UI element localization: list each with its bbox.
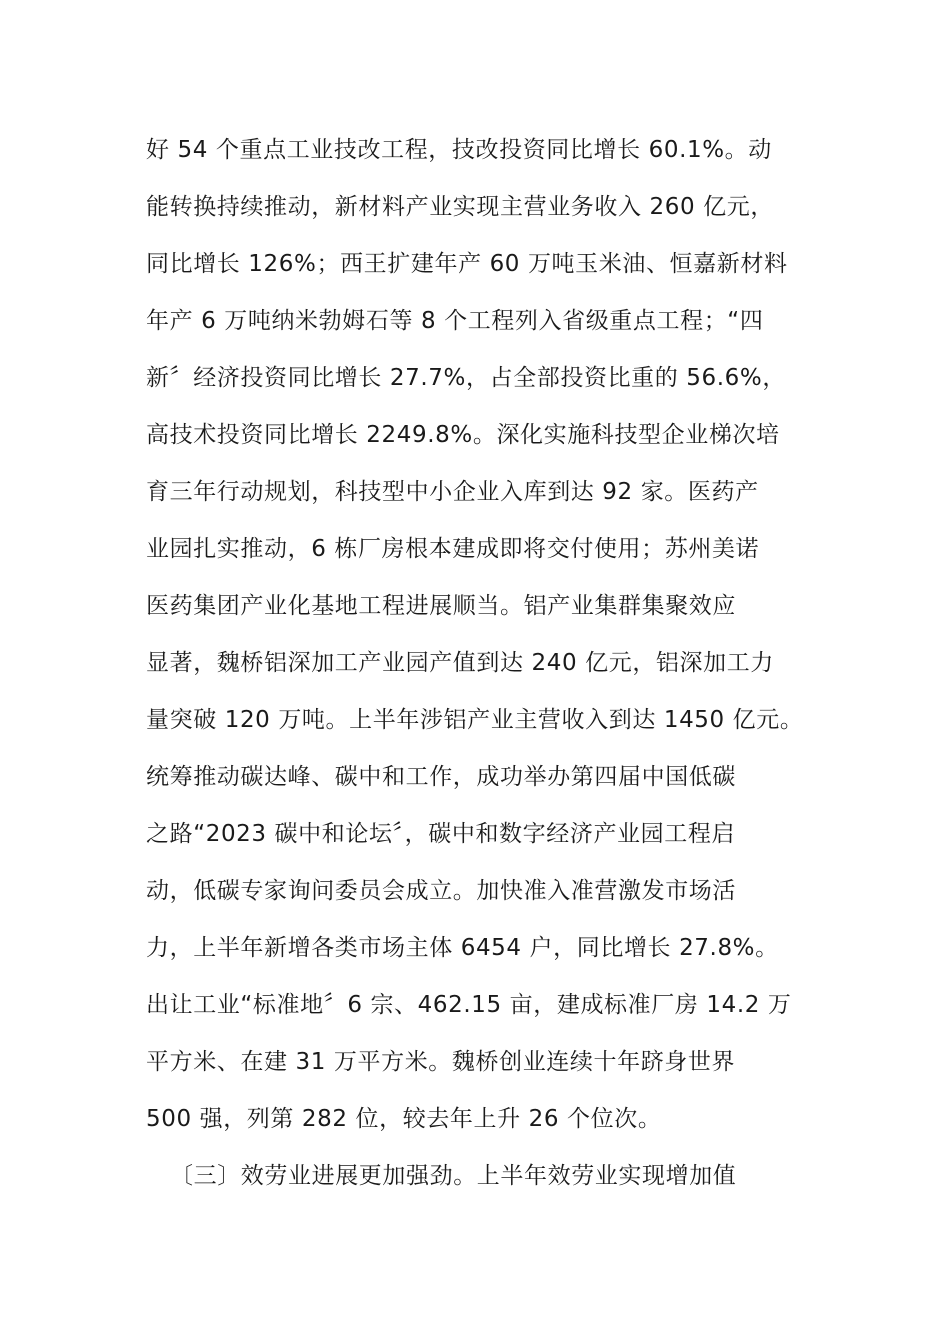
paragraph-line: 高技术投资同比增长 2249.8%。深化实施科技型企业梯次培 [146,422,780,448]
paragraph-line: 新〞经济投资同比增长 27.7%，占全部投资比重的 56.6%， [146,365,786,391]
paragraph-line: 力，上半年新增各类市场主体 6454 户，同比增长 27.8%。 [146,935,779,961]
paragraph-line: 500 强，列第 282 位，较去年上升 26 个位次。 [146,1106,662,1132]
paragraph-line: 好 54 个重点工业技改工程，技改投资同比增长 60.1%。动 [146,137,772,163]
paragraph-line: 之路“2023 碳中和论坛〞，碳中和数字经济产业园工程启 [146,821,736,847]
paragraph-line: 育三年行动规划，科技型中小企业入库到达 92 家。医药产 [146,479,759,505]
section-heading-line: 〔三〕效劳业进展更加强劲。上半年效劳业实现增加值 [170,1163,737,1189]
paragraph-line: 出让工业“标准地〞6 宗、462.15 亩，建成标准厂房 14.2 万 [146,992,792,1018]
paragraph-line: 动，低碳专家询问委员会成立。加快准入准营激发市场活 [146,878,736,904]
paragraph-line: 统筹推动碳达峰、碳中和工作，成功举办第四届中国低碳 [146,764,736,790]
paragraph-line: 能转换持续推动，新材料产业实现主营业务收入 260 亿元， [146,194,774,220]
paragraph-line: 显著，魏桥铝深加工产业园产值到达 240 亿元，铝深加工力 [146,650,774,676]
paragraph-line: 年产 6 万吨纳米勃姆石等 8 个工程列入省级重点工程；“四 [146,308,764,334]
paragraph-line: 医药集团产业化基地工程进展顺当。铝产业集群集聚效应 [146,593,736,619]
paragraph-line: 量突破 120 万吨。上半年涉铝产业主营收入到达 1450 亿元。 [146,707,804,733]
paragraph-line: 业园扎实推动，6 栋厂房根本建成即将交付使用；苏州美诺 [146,536,760,562]
paragraph-line: 平方米、在建 31 万平方米。魏桥创业连续十年跻身世界 [146,1049,736,1075]
paragraph-line: 同比增长 126%；西王扩建年产 60 万吨玉米油、恒嘉新材料 [146,251,788,277]
